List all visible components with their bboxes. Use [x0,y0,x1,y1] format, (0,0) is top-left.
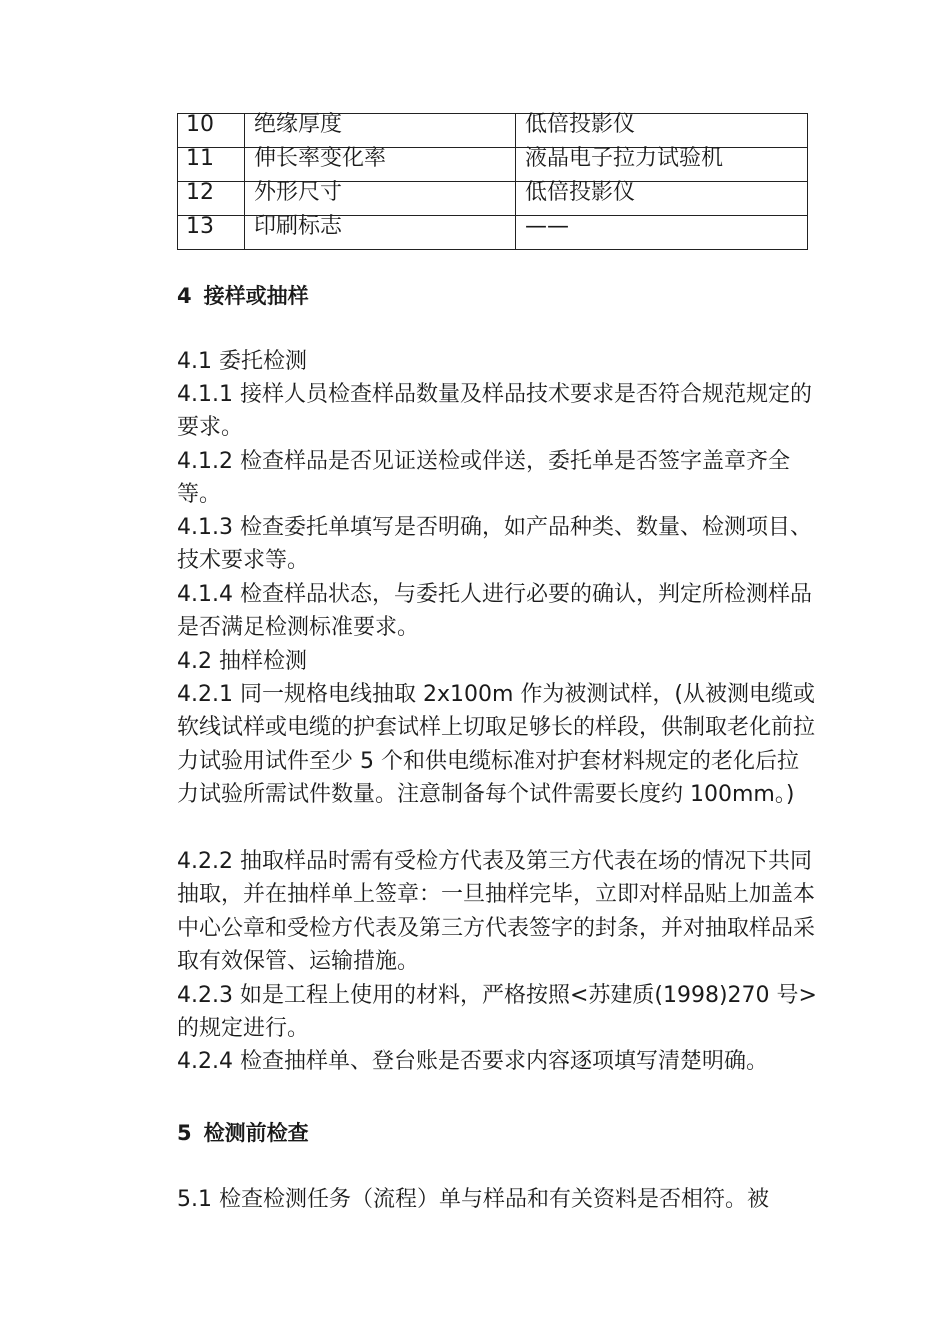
table-row [178,182,808,216]
table-row [178,216,808,250]
test-item: 印刷标志 [245,216,516,250]
paragraph: 4.1.2 检查样品是否见证送检或伴送，委托单是否签字盖章齐全等。 [177,449,790,508]
section-number: 4 [177,284,192,308]
paragraph: 4.2 抽样检测 [177,649,307,674]
test-item: 绝缘厚度 [245,114,516,148]
paragraph: 5.1 检查检测任务（流程）单与样品和有关资料是否相符。被 [177,1187,769,1212]
section-5-heading [177,1119,309,1147]
row-number: 11 [178,148,245,182]
paragraph: 4.1.4 检查样品状态，与委托人进行必要的确认，判定所检测样品是否满足检测标准要求。 [177,582,812,641]
paragraph: 4.2.2 抽取样品时需有受检方代表及第三方代表在场的情况下共同抽取，并在抽样单上签章：一旦抽样完毕，立即对样品贴上加盖本中心公章和受检方代表及第三方代表签字的封条，并对抽取样品采取有效保管、运输措施。 [177,849,816,975]
test-equipment: —— [516,216,808,250]
paragraph: 4.2.1 同一规格电线抽取 2x100m 作为被测试样，(从被测电缆或软线试样或电缆的护套试样上切取足够长的样段，供制取老化前拉力试验用试件至少 5 个和供电缆标准对护套材料规定的老化后拉力试验所需试件数量。注意制备每个试件需要长度约 100mm。) [177,682,816,808]
paragraph: 4.1.1 接样人员检查样品数量及样品技术要求是否符合规范规定的要求。 [177,382,812,441]
table-row [178,114,808,148]
test-equipment: 液晶电子拉力试验机 [516,148,808,182]
test-item: 伸长率变化率 [245,148,516,182]
test-equipment: 低倍投影仪 [516,114,808,148]
table-row [178,148,808,182]
paragraph: 4.1.3 检查委托单填写是否明确，如产品种类、数量、检测项目、技术要求等。 [177,515,812,574]
paragraph: 4.2.3 如是工程上使用的材料，严格按照<苏建质(1998)270 号>的规定进行。 [177,983,817,1042]
test-equipment-table [177,113,808,250]
row-number: 13 [178,216,245,250]
test-item: 外形尺寸 [245,182,516,216]
paragraph: 4.1 委托检测 [177,349,307,374]
paragraph: 4.2.4 检查抽样单、登台账是否要求内容逐项填写清楚明确。 [177,1049,768,1074]
section-title: 检测前检查 [203,1121,309,1145]
section-number: 5 [177,1121,192,1145]
row-number: 10 [178,114,245,148]
section-4-heading [177,282,309,310]
test-equipment: 低倍投影仪 [516,182,808,216]
row-number: 12 [178,182,245,216]
section-title: 接样或抽样 [203,284,309,308]
